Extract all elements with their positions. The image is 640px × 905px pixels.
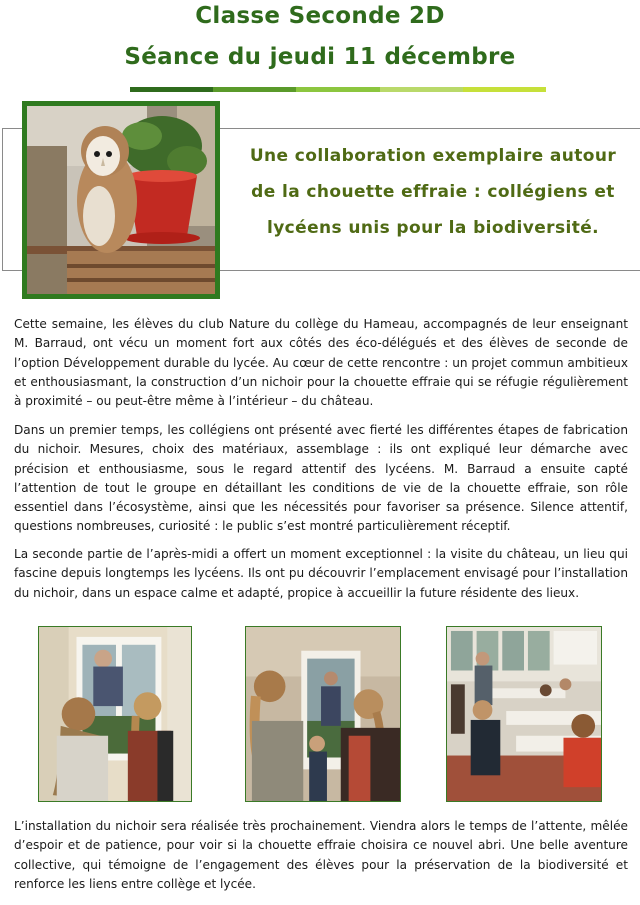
headline: Une collaboration exemplaire autour de la chouette effraie : collégiens et lycéens unis pour la biodiversité. [249, 146, 617, 238]
article-paragraph-4: L’installation du nichoir sera réalisée très prochainement. Viendra alors le temps de l’attente, mêlée d’espoir et de patience, pour voir si la chouette effraie choisira ce nouvel abri. Une belle aventure collective, qui témoigne de l’engagement des élèves pour la préservation de la biodiversité et renforce les liens entre collège et lycée. [14, 819, 628, 891]
classroom-photo [446, 626, 602, 802]
title-underline [130, 87, 546, 92]
window-visit-photo [38, 626, 192, 802]
page-title: Classe Seconde 2D [195, 3, 445, 29]
article-paragraph-2: Dans un premier temps, les collégiens ont présenté avec fierté les différentes étapes de fabrication du nichoir. Mesures, choix des matériaux, assemblage : ils ont expliqué leur démarche avec précision et enthousiasme, sous le regard attentif des lycéens. M. Barraud a ensuite capté l’attention de tout le groupe en détaillant les conditions de vie de la chouette effraie, son rôle essentiel dans l’écosystème, ainsi que les nécessités pour favoriser sa présence. Silence attentif, questions nombreuses, curiosité : le public s’est montré particulièrement réceptif. [14, 423, 628, 534]
barn-owl-photo [22, 101, 220, 299]
window-lookout-photo [245, 626, 401, 802]
article-paragraph-1: Cette semaine, les élèves du club Nature du collège du Hameau, accompagnés de leur enseignant M. Barraud, ont vécu un moment fort aux côtés des éco-délégués et des élèves de seconde de l’option Développement durable du lycée. Au cœur de cette rencontre : un projet commun ambitieux et enthousiasmant, la construction d’un nichoir pour la chouette effraie qui se réfugie régulièrement à proximité – ou peut-être même à l’intérieur – du château. [14, 317, 628, 409]
article-paragraph-3: La seconde partie de l’après-midi a offert un moment exceptionnel : la visite du château, un lieu qui fascine depuis longtemps les lycéens. Ils ont pu découvrir l’emplacement envisagé pour l’installation du nichoir, dans un espace calme et adapté, propice à accueillir la future résidente des lieux. [14, 547, 628, 600]
session-date-title: Séance du jeudi 11 décembre [124, 44, 516, 70]
